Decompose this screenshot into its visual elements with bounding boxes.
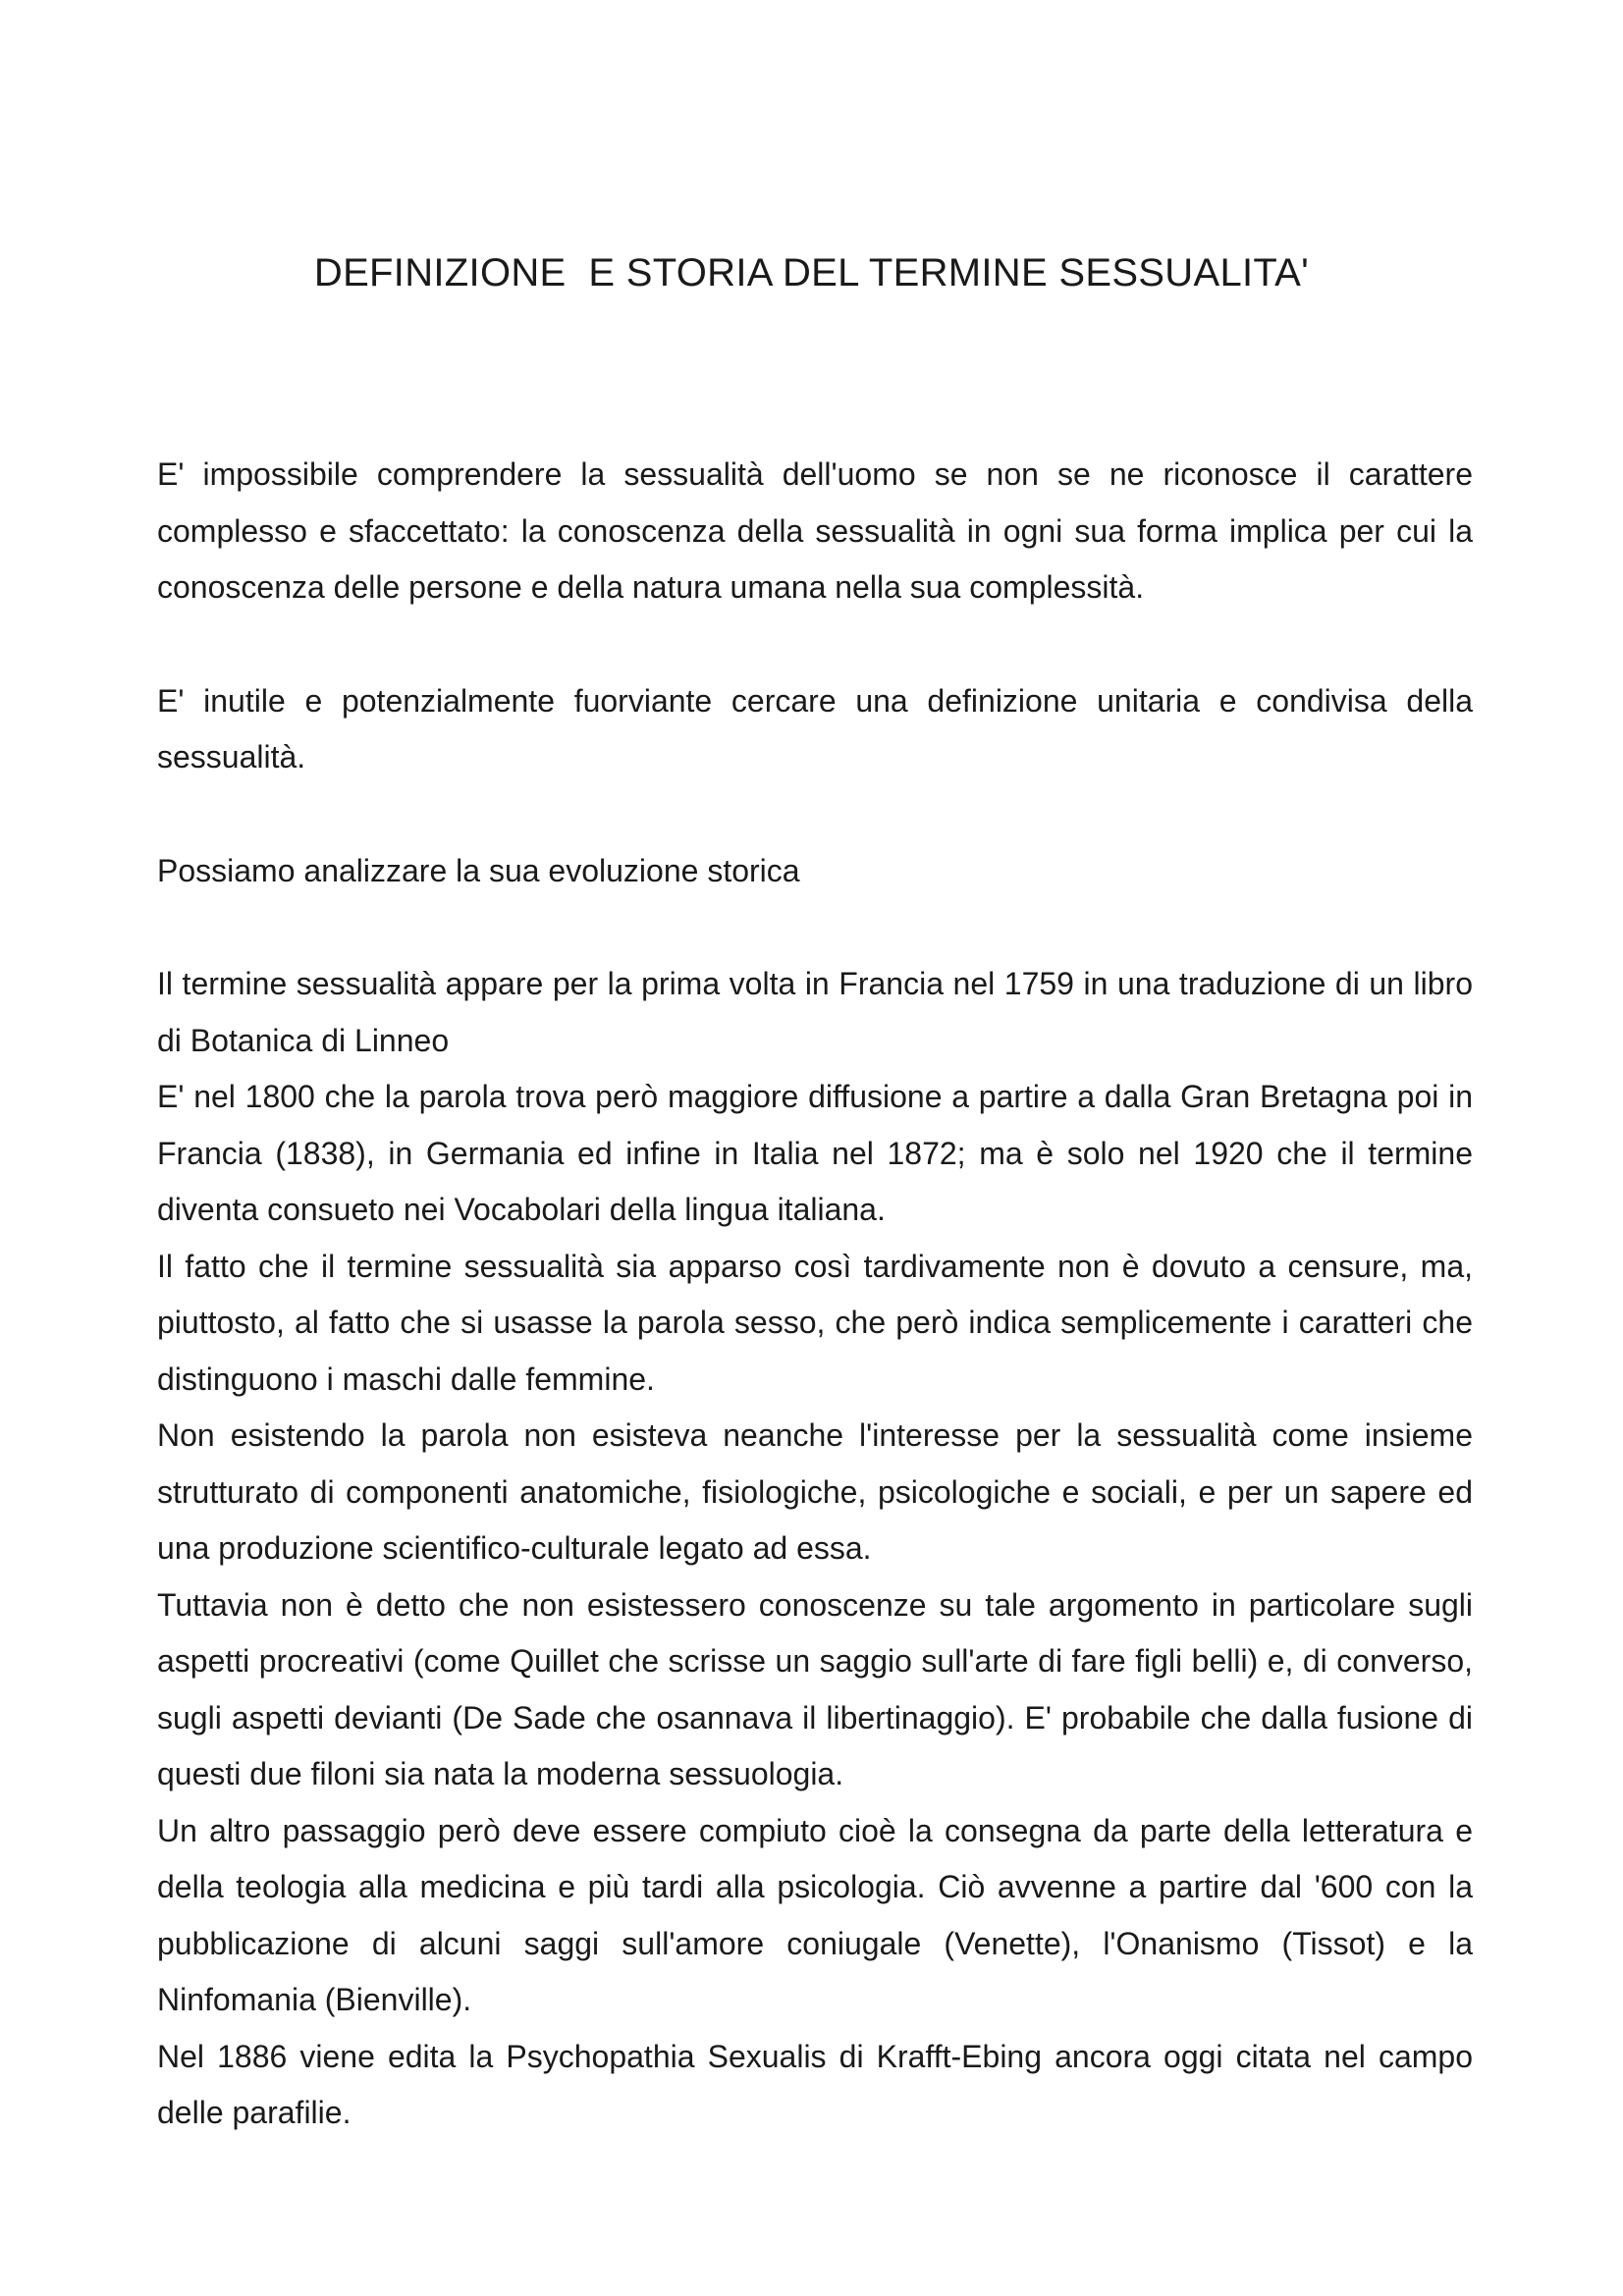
paragraph-definition: E' inutile e potenzialmente fuorviante cercare una definizione unitaria e condivisa della sessualità. [157,682,1473,774]
paragraph-spacer [157,899,1473,956]
paragraph-krafft-ebing: Nel 1886 viene edita la Psychopathia Sexualis di Krafft-Ebing ancora oggi citata nel campo delle parafilie. [157,2038,1473,2130]
paragraph-medicine-transition: Un altro passaggio però deve essere compiuto cioè la consegna da parte della letteratura e della teologia alla medicina e più tardi alla psicologia. Ciò avvenne a partire dal '600 con la pubblicazione di alcuni saggi sull'amore coniugale (Venette), l'Onanismo (Tissot) e la Ninfomania (Bienville). [157,1812,1473,2017]
paragraph-late-adoption: Il fatto che il termine sessualità sia apparso così tardivamente non è dovuto a censure, ma, piuttosto, al fatto che si usasse la parola sesso, che però indica semplicemente i caratteri che distinguono i maschi dalle femmine. [157,1248,1473,1397]
document-body [157,447,1473,2142]
paragraph-history-intro: Possiamo analizzare la sua evoluzione storica [157,852,800,888]
paragraph-intro: E' impossibile comprendere la sessualità dell'uomo se non se ne riconosce il carattere complesso e sfaccettato: la conoscenza della sessualità in ogni sua forma implica per cui la conoscenza delle persone e della natura umana nella sua complessità. [157,456,1473,605]
page-title: DEFINIZIONE E STORIA DEL TERMINE SESSUALITA' [313,251,1310,294]
paragraph-spacer [157,786,1473,843]
paragraph-diffusion: E' nel 1800 che la parola trova però maggiore diffusione a partire a dalla Gran Bretagna poi in Francia (1838), in Germania ed infine in Italia nel 1872; ma è solo nel 1920 che il termine diventa consueto nei Vocabolari della lingua italiana. [157,1079,1473,1227]
paragraph-existing-knowledge: Tuttavia non è detto che non esistessero conoscenze su tale argomento in particolare sugli aspetti procreativi (come Quillet che scrisse un saggio sull'arte di fare figli belli) e, di converso, sugli aspetti devianti (De Sade che osannava il libertinaggio). E' probabile che dalla fusione di questi due filoni sia nata la moderna sessuologia. [157,1586,1473,1791]
paragraph-spacer [157,616,1473,673]
paragraph-first-appearance: Il termine sessualità appare per la prima volta in Francia nel 1759 in una traduzione di un libro di Botanica di Linneo [157,966,1473,1058]
paragraph-no-interest: Non esistendo la parola non esisteva neanche l'interesse per la sessualità come insieme strutturato di componenti anatomiche, fisiologiche, psicologiche e sociali, e per un sapere ed una produzione scientifico-culturale legato ad essa. [157,1417,1473,1566]
